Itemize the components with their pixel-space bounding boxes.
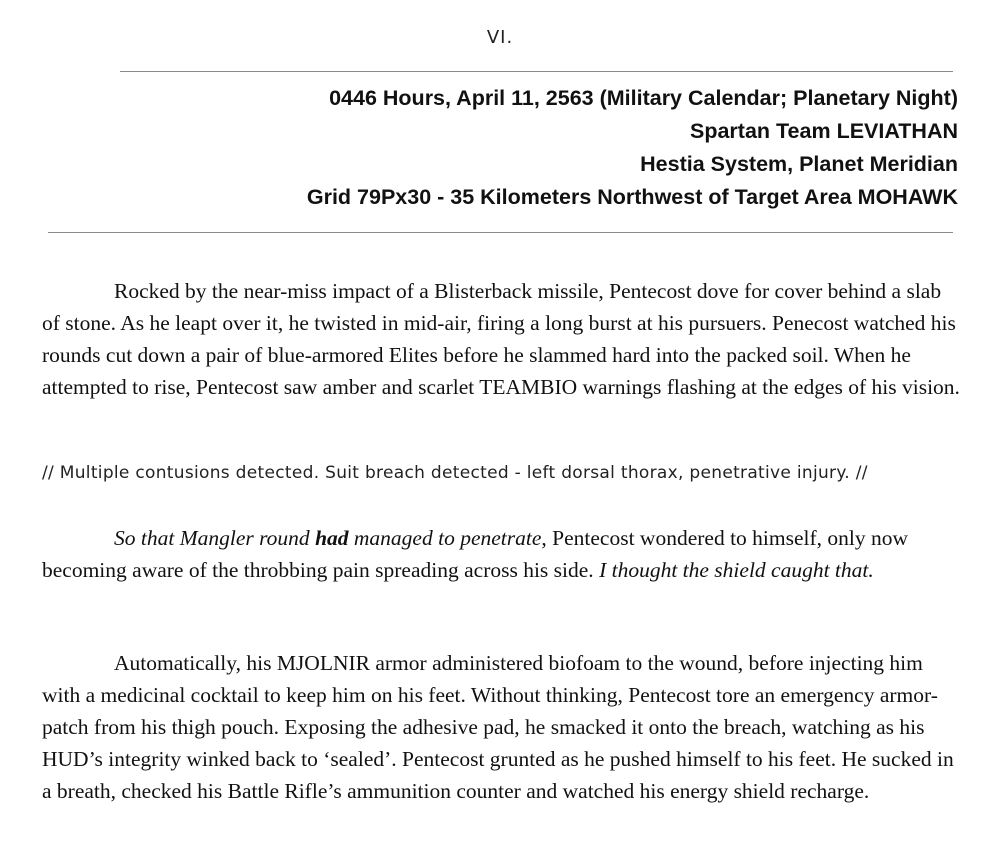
- paragraph-2-italic-b: managed to penetrate: [348, 526, 542, 550]
- chapter-number: VI.: [486, 27, 514, 48]
- scene-header: [307, 82, 958, 214]
- paragraph-2-italic-c: I thought the shield caught that.: [599, 558, 874, 582]
- header-timestamp: 0446 Hours, April 11, 2563 (Military Calendar; Planetary Night): [329, 86, 958, 110]
- paragraph-1: Rocked by the near-miss impact of a Blisterback missile, Pentecost dove for cover behind a slab of stone. As he leapt over it, he twisted in mid-air, firing a long burst at his pursuers. Penecost watched his rounds cut down a pair of blue-armored Elites before he slammed hard into the packed soil. When he attempted to rise, Pentecost saw amber and scarlet TEAMBIO warnings flashing at the edges of his vision.: [42, 279, 960, 399]
- header-grid: Grid 79Px30 - 35 Kilometers Northwest of Target Area MOHAWK: [306, 185, 958, 209]
- paragraph-2: [42, 522, 960, 586]
- paragraph-3: Automatically, his MJOLNIR armor administered biofoam to the wound, before injecting him with a medicinal cocktail to keep him on his feet. Without thinking, Pentecost tore an emergency armor-patch from his thigh pouch. Exposing the adhesive pad, he smacked it onto the breach, watching as his HUD’s integrity winked back to ‘sealed’. Pentecost grunted as he pushed himself to his feet. He sucked in a breath, checked his Battle Rifle’s ammunition counter and watched his energy shield recharge.: [42, 651, 954, 803]
- paragraph-2-italic-a: So that Mangler round: [114, 526, 316, 550]
- paragraph-2-plain: , Pentecost wondered to himself, only now becoming aware of the throbbing pain spreading across his side.: [42, 526, 909, 582]
- divider-bottom: [48, 232, 953, 233]
- divider-top: [120, 71, 953, 72]
- hud-message: // Multiple contusions detected. Suit breach detected - left dorsal thorax, penetrative injury. //: [42, 463, 868, 483]
- header-location: Hestia System, Planet Meridian: [640, 152, 958, 176]
- paragraph-2-bold-italic: had: [315, 526, 349, 550]
- header-team: Spartan Team LEVIATHAN: [690, 119, 958, 143]
